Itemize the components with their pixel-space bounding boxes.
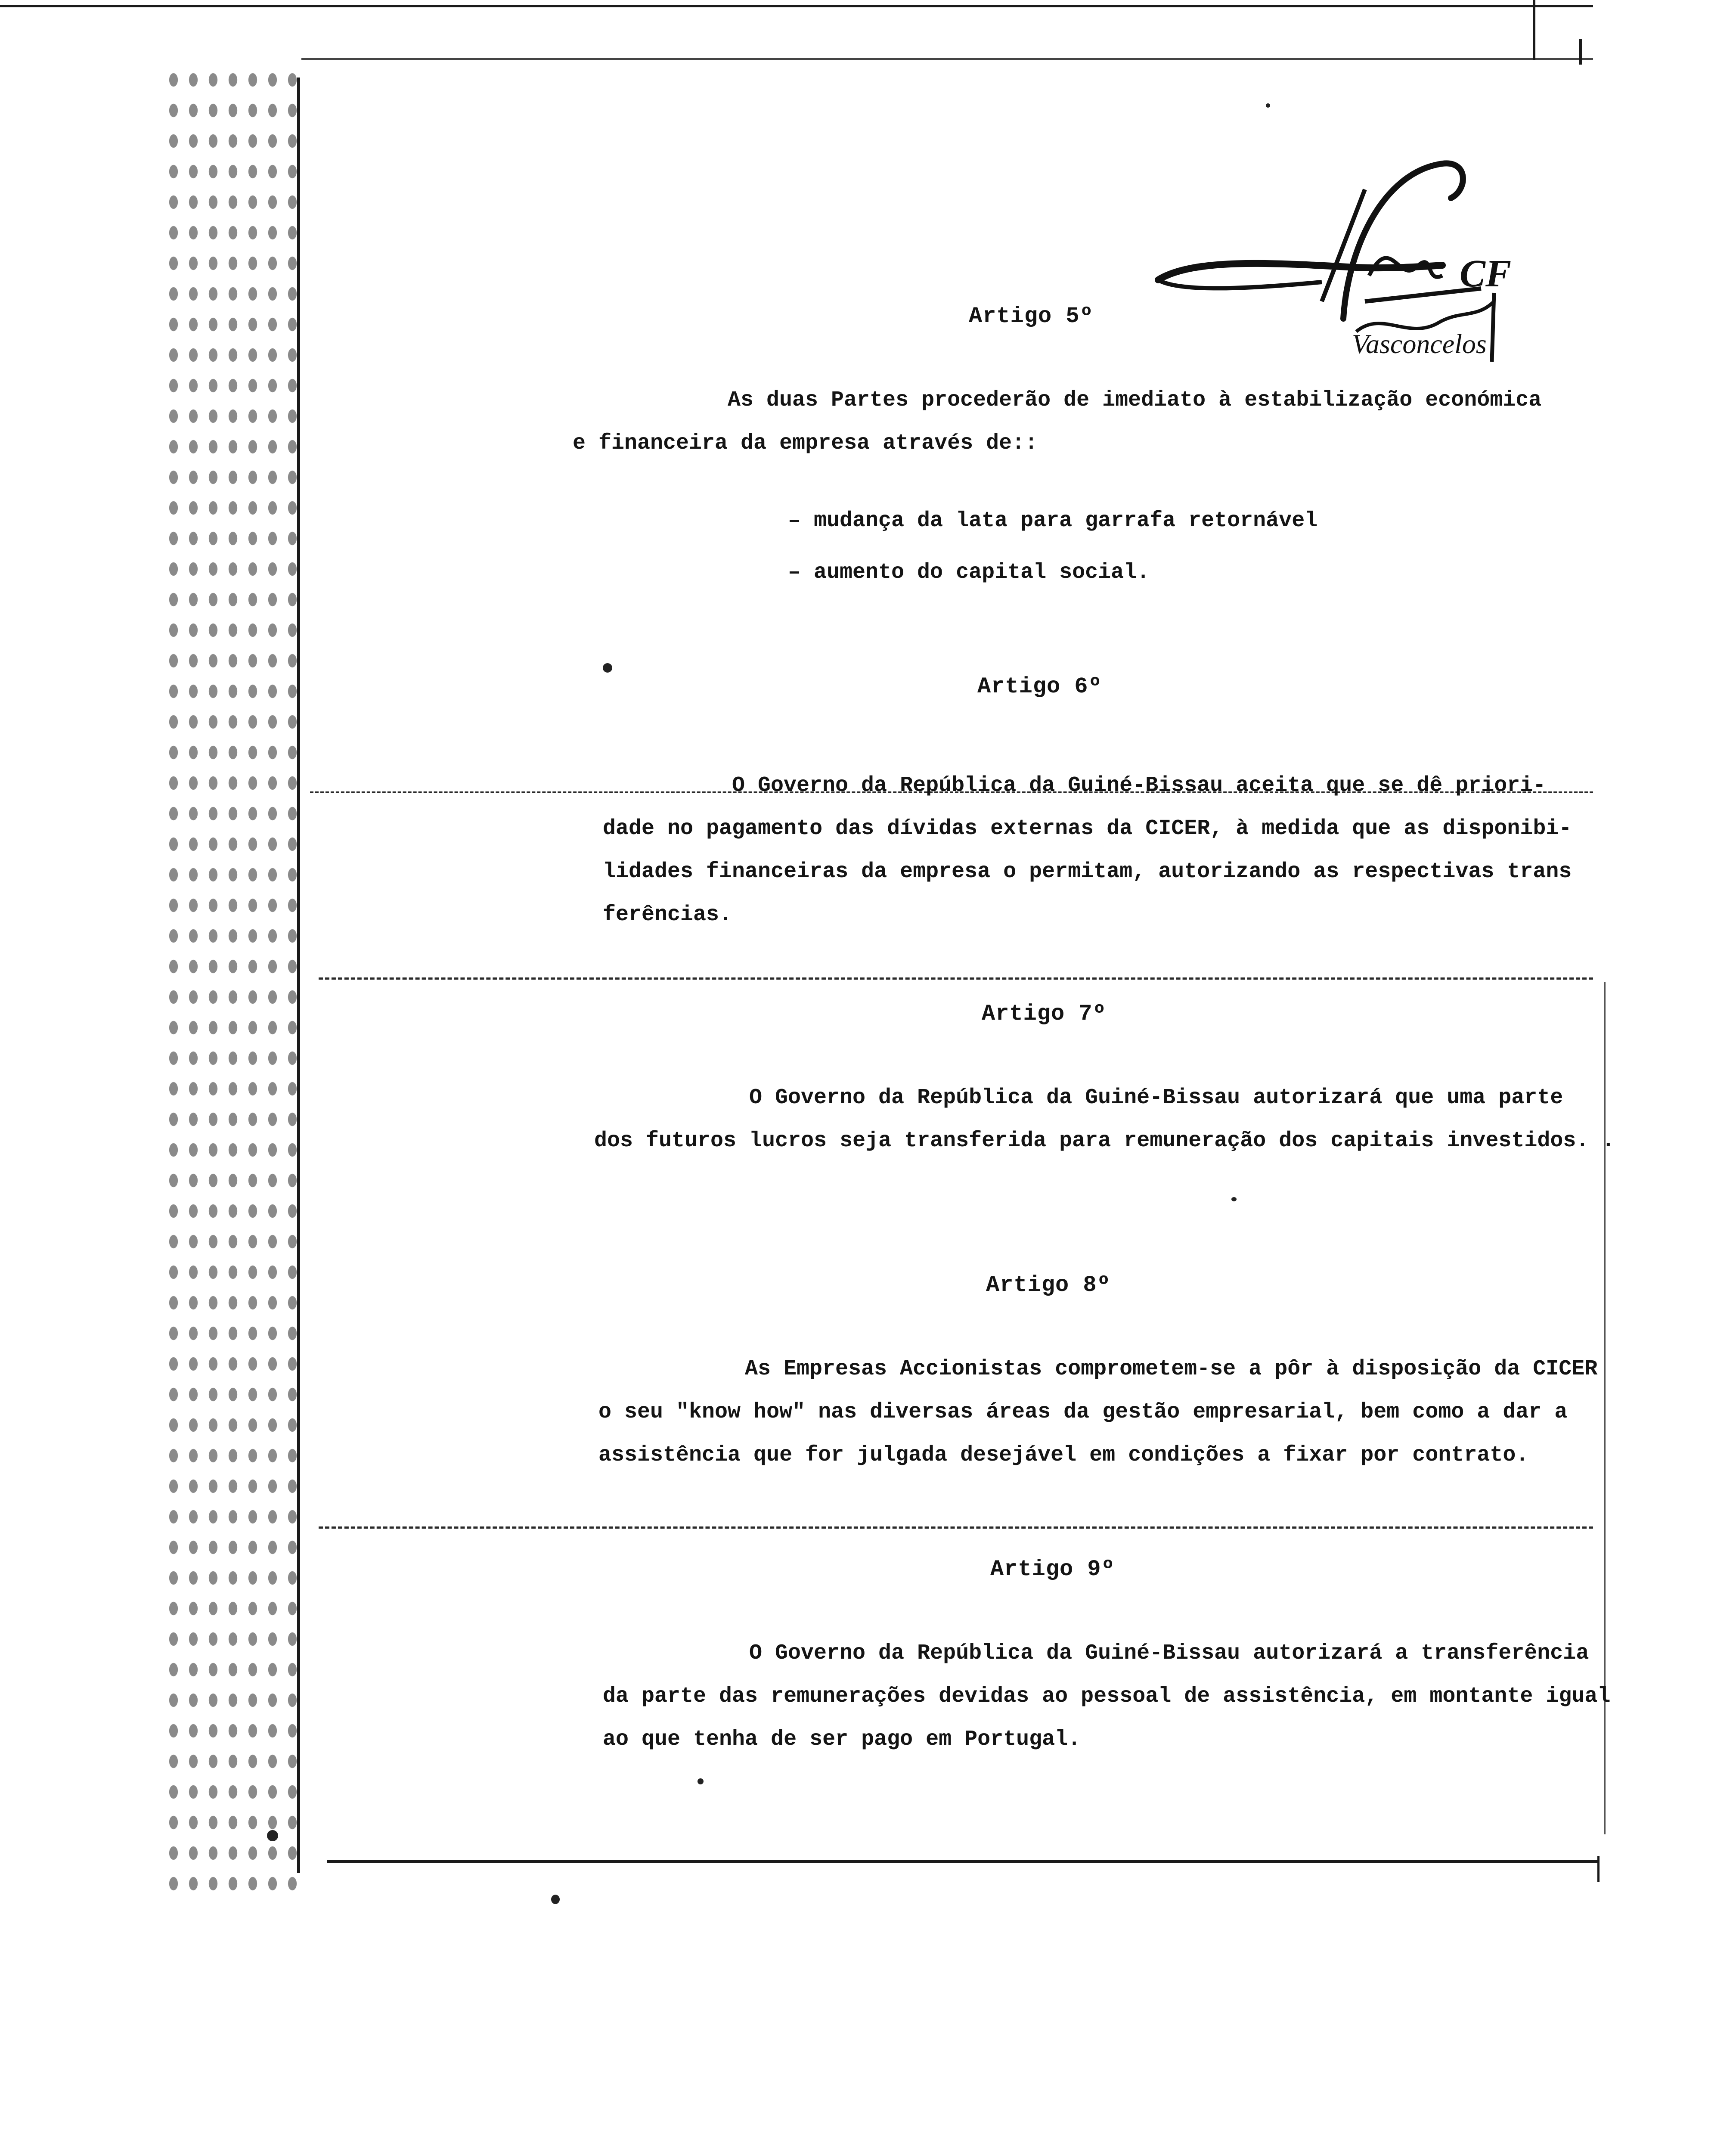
signature-image bbox=[1141, 138, 1528, 379]
top-border-line bbox=[0, 5, 1593, 7]
scan-speck bbox=[698, 1778, 704, 1784]
article-6-line-1: O Governo da República da Guiné-Bissau aceita que se dê priori- bbox=[732, 773, 1546, 798]
scan-speck bbox=[1266, 103, 1270, 108]
article-7-body bbox=[594, 1076, 1615, 1163]
article-9-heading: Artigo 9º bbox=[990, 1557, 1115, 1582]
article-5-line-1: As duas Partes procederão de imediato à estabilização económica bbox=[728, 388, 1542, 413]
article-7-line-2: dos futuros lucros seja transferida para remuneração dos capitais investidos. . bbox=[594, 1129, 1615, 1153]
scan-speck bbox=[1231, 1197, 1237, 1201]
scan-speck bbox=[551, 1895, 560, 1904]
dashed-rule-section-break bbox=[319, 977, 1593, 980]
dashed-rule-artigo-9 bbox=[319, 1526, 1593, 1529]
article-8-line-3: assistência que for julgada desejável em condições a fixar por contrato. bbox=[598, 1443, 1529, 1467]
article-9-line-2: da parte das remunerações devidas ao pessoal de assistência, em montante igual bbox=[603, 1684, 1611, 1709]
article-6-line-4: ferências. bbox=[603, 903, 732, 927]
article-5-bullets bbox=[788, 495, 1318, 599]
article-7-line-1: O Governo da República da Guiné-Bissau autorizará que uma parte bbox=[749, 1086, 1563, 1110]
article-5-line-2: e financeira da empresa através de:: bbox=[573, 431, 1038, 456]
article-6-body bbox=[603, 764, 1572, 937]
bullet-item-1: – mudança da lata para garrafa retornável bbox=[788, 509, 1318, 533]
article-8-heading: Artigo 8º bbox=[986, 1272, 1111, 1298]
bottom-right-tick bbox=[1597, 1856, 1600, 1882]
scan-speck bbox=[603, 663, 612, 673]
bottom-frame-line bbox=[327, 1860, 1597, 1863]
article-9-body bbox=[603, 1632, 1610, 1761]
bullet-item-2: – aumento do capital social. bbox=[788, 560, 1150, 585]
article-6-line-3: lidades financeiras da empresa o permitam, autorizando as respectivas trans bbox=[603, 859, 1572, 884]
article-6-line-2: dade no pagamento das dívidas externas da CICER, à medida que as disponibi- bbox=[603, 816, 1572, 841]
signature-initials: CF bbox=[1460, 252, 1512, 295]
article-5-body bbox=[573, 379, 1541, 465]
scan-speck bbox=[267, 1830, 278, 1841]
article-8-line-1: As Empresas Accionistas comprometem-se a pôr à disposição da CICER bbox=[745, 1357, 1598, 1381]
article-8-line-2: o seu "know how" nas diversas áreas da gestão empresarial, bem como a dar a bbox=[598, 1400, 1568, 1424]
article-9-line-1: O Governo da República da Guiné-Bissau autorizará a transferência bbox=[749, 1641, 1589, 1666]
article-7-heading: Artigo 7º bbox=[982, 1001, 1107, 1027]
signature-name: Vasconcelos bbox=[1352, 329, 1487, 359]
article-8-body bbox=[598, 1348, 1597, 1477]
left-edge-noise bbox=[164, 65, 306, 1895]
article-9-line-3: ao que tenha de ser pago em Portugal. bbox=[603, 1727, 1081, 1752]
right-corner-mark bbox=[1533, 0, 1535, 60]
right-corner-mark-2 bbox=[1579, 39, 1582, 65]
upper-frame-line bbox=[301, 58, 1593, 60]
article-6-heading: Artigo 6º bbox=[977, 674, 1102, 699]
article-5-heading: Artigo 5º bbox=[969, 304, 1094, 329]
